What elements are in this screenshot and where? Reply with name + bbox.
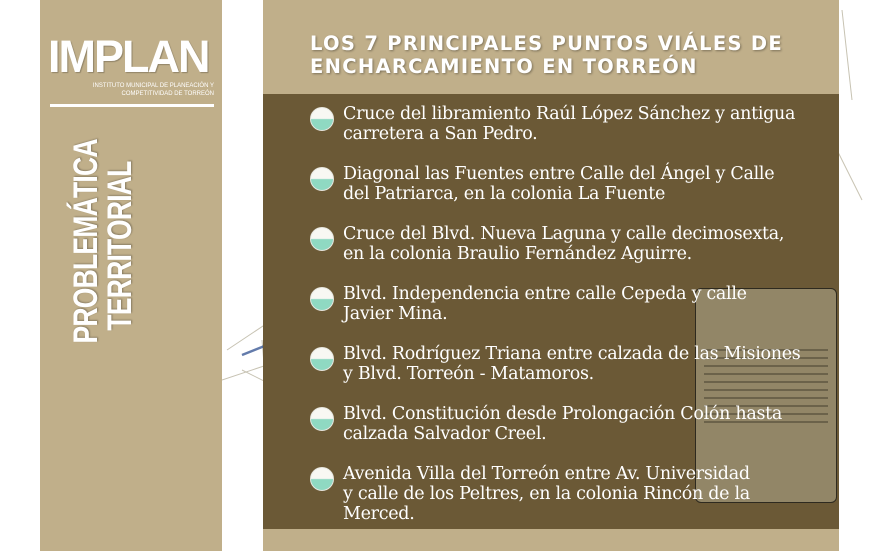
item-text-line: Blvd. Constitución desde Prolongación Colón hasta: [343, 404, 783, 424]
bullet-icon: [310, 467, 334, 491]
list-item: [310, 104, 835, 164]
list-item: [310, 224, 835, 284]
item-text-line: carretera a San Pedro.: [343, 124, 538, 144]
page-title-line-1: LOS 7 PRINCIPALES PUNTOS VIÁLES DE: [310, 32, 783, 55]
bullet-icon: [310, 407, 334, 431]
list-item: [310, 344, 835, 404]
item-text-line: Cruce del Blvd. Nueva Laguna y calle decimosexta,: [343, 224, 785, 244]
logo-subtitle-line-1: INSTITUTO MUNICIPAL DE PLANEACIÓN Y: [92, 83, 214, 89]
item-text-line: Blvd. Independencia entre calle Cepeda y calle: [343, 284, 747, 304]
page-title: [310, 32, 830, 78]
bullet-icon: [310, 167, 334, 191]
logo-subtitle: [50, 82, 214, 98]
item-text-line: Diagonal las Fuentes entre Calle del Ángel y Calle: [343, 164, 775, 184]
item-text-line: Avenida Villa del Torreón entre Av. Universidad: [343, 464, 750, 484]
bullet-icon: [310, 287, 334, 311]
logo-divider: [50, 104, 214, 107]
list-item: [310, 284, 835, 344]
item-text-line: y calle de los Peltres, en la colonia Rincón de la: [343, 484, 750, 504]
item-text-line: y Blvd. Torreón - Matamoros.: [343, 364, 594, 384]
bullet-icon: [310, 227, 334, 251]
item-text-line: calzada Salvador Creel.: [343, 424, 547, 444]
list-item: [310, 164, 835, 224]
item-text-line: Javier Mina.: [343, 304, 448, 324]
item-text-line: del Patriarca, en la colonia La Fuente: [343, 184, 666, 204]
vertical-title-line-1: PROBLEMÁTICA: [67, 139, 105, 344]
item-text-line: Merced.: [343, 504, 415, 524]
item-text-line: Blvd. Rodríguez Triana entre calzada de las Misiones: [343, 344, 801, 364]
item-text-line: en la colonia Braulio Fernández Aguirre.: [343, 244, 692, 264]
list-item: [310, 404, 835, 464]
item-text-line: Cruce del libramiento Raúl López Sánchez y antigua: [343, 104, 796, 124]
bullet-icon: [310, 107, 334, 131]
implan-logo: IMPLAN: [48, 31, 209, 82]
logo-subtitle-line-2: COMPETITIVIDAD DE TORREÓN: [121, 91, 214, 97]
page-title-line-2: ENCHARCAMIENTO EN TORREÓN: [310, 55, 698, 78]
vertical-section-title: [69, 121, 137, 371]
flood-points-list: [310, 104, 835, 524]
list-item: [310, 464, 835, 524]
vertical-title-line-2: TERRITORIAL: [101, 161, 139, 331]
bullet-icon: [310, 347, 334, 371]
